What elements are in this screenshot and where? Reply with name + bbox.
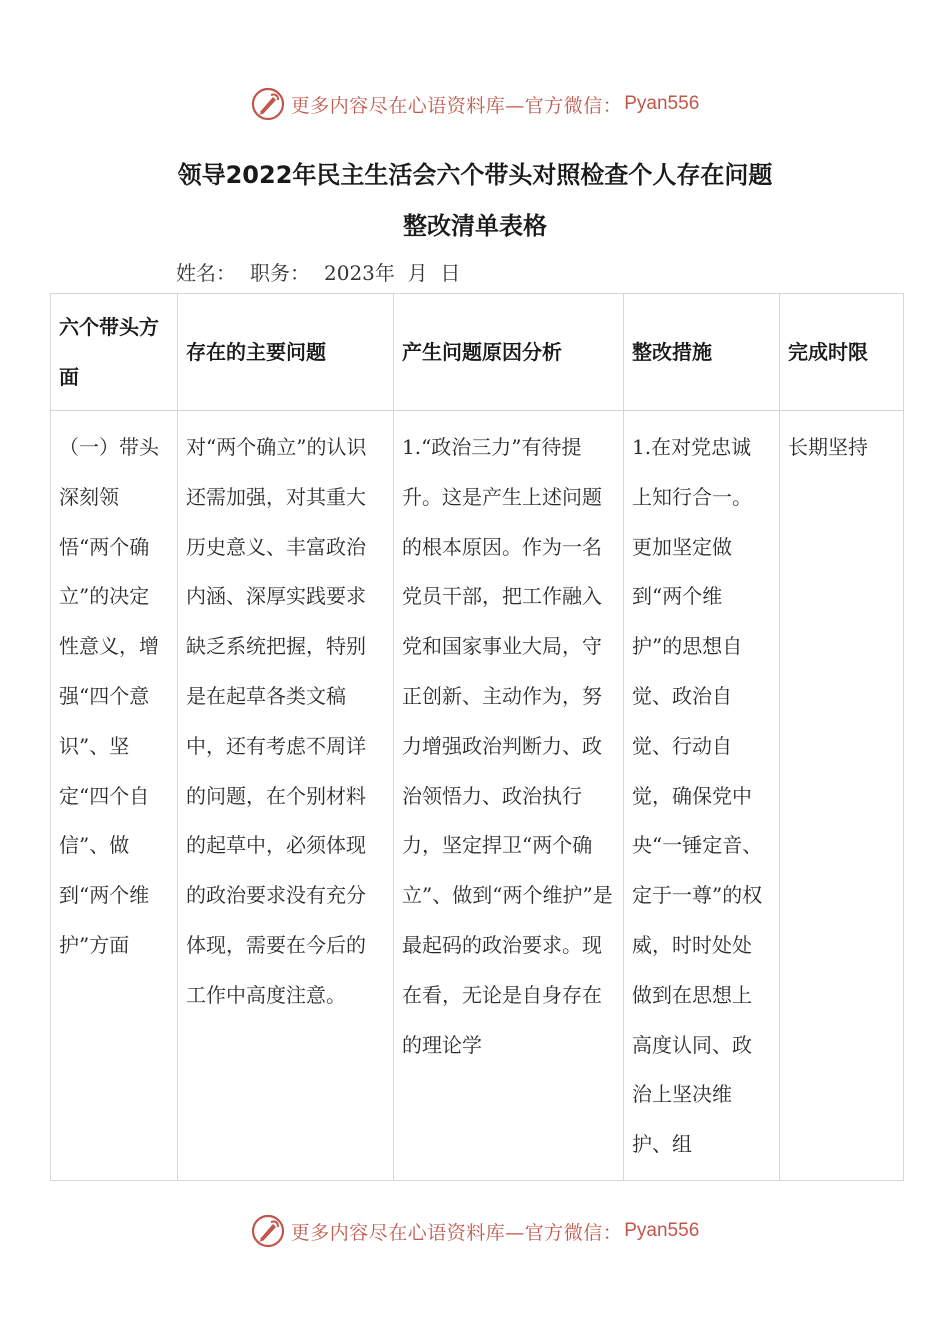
- header-problem: 存在的主要问题: [178, 294, 394, 411]
- pen-logo-icon: [251, 87, 285, 121]
- document-title-line2: 整改清单表格: [403, 212, 547, 240]
- banner-text: 更多内容尽在心语资料库—: [290, 1221, 525, 1244]
- banner-wechat-id: Pyan556: [624, 93, 700, 114]
- table-row: [51, 411, 904, 1181]
- cell-aspect: （一）带头深刻领悟“两个确立”的决定性意义，增强“四个意识”、坚定“四个自信”、做到“两个维护”方面: [51, 411, 178, 1181]
- date-text: 2023年 月 日: [324, 261, 461, 285]
- rectification-table: [50, 293, 904, 1181]
- header-cause: 产生问题原因分析: [394, 294, 624, 411]
- table-header-row: [51, 294, 904, 411]
- name-label: 姓名：: [176, 261, 236, 285]
- header-deadline: 完成时限: [780, 294, 904, 411]
- banner-wechat-label: 官方微信：: [524, 94, 623, 117]
- document-title-line1: 领导2022年民主生活会六个带头对照检查个人存在问题: [177, 161, 773, 189]
- position-label: 职务：: [250, 261, 310, 285]
- document-meta-line: [176, 257, 474, 286]
- banner-wechat-label: 官方微信：: [524, 1221, 623, 1244]
- cell-problem: 对“两个确立”的认识还需加强，对其重大历史意义、丰富政治内涵、深厚实践要求缺乏系统把握，特别是在起草各类文稿中，还有考虑不周详的问题，在个别材料的起草中，必须体现的政治要求没有充分体现，需要在今后的工作中高度注意。: [178, 411, 394, 1181]
- banner-text: 更多内容尽在心语资料库—: [290, 94, 525, 117]
- header-aspect: 六个带头方面: [51, 294, 178, 411]
- pen-logo-icon: [251, 1214, 285, 1248]
- cell-measures: 1.在对党忠诚上知行合一。更加坚定做到“两个维护”的思想自觉、政治自觉、行动自觉，确保党中央“一锤定音、定于一尊”的权威，时时处处做到在思想上高度认同、政治上坚决维护、组: [624, 411, 780, 1181]
- cell-deadline: 长期坚持: [780, 411, 904, 1181]
- watermark-banner-bottom: [0, 1209, 950, 1253]
- header-measures: 整改措施: [624, 294, 780, 411]
- cell-cause: 1.“政治三力”有待提升。这是产生上述问题的根本原因。作为一名党员干部，把工作融入党和国家事业大局，守正创新、主动作为，努力增强政治判断力、政治领悟力、政治执行力，坚定捍卫“两个确立”、做到“两个维护”是最起码的政治要求。现在看，无论是自身存在的理论学: [394, 411, 624, 1181]
- banner-wechat-id: Pyan556: [624, 1220, 700, 1241]
- watermark-banner-top: [0, 82, 950, 126]
